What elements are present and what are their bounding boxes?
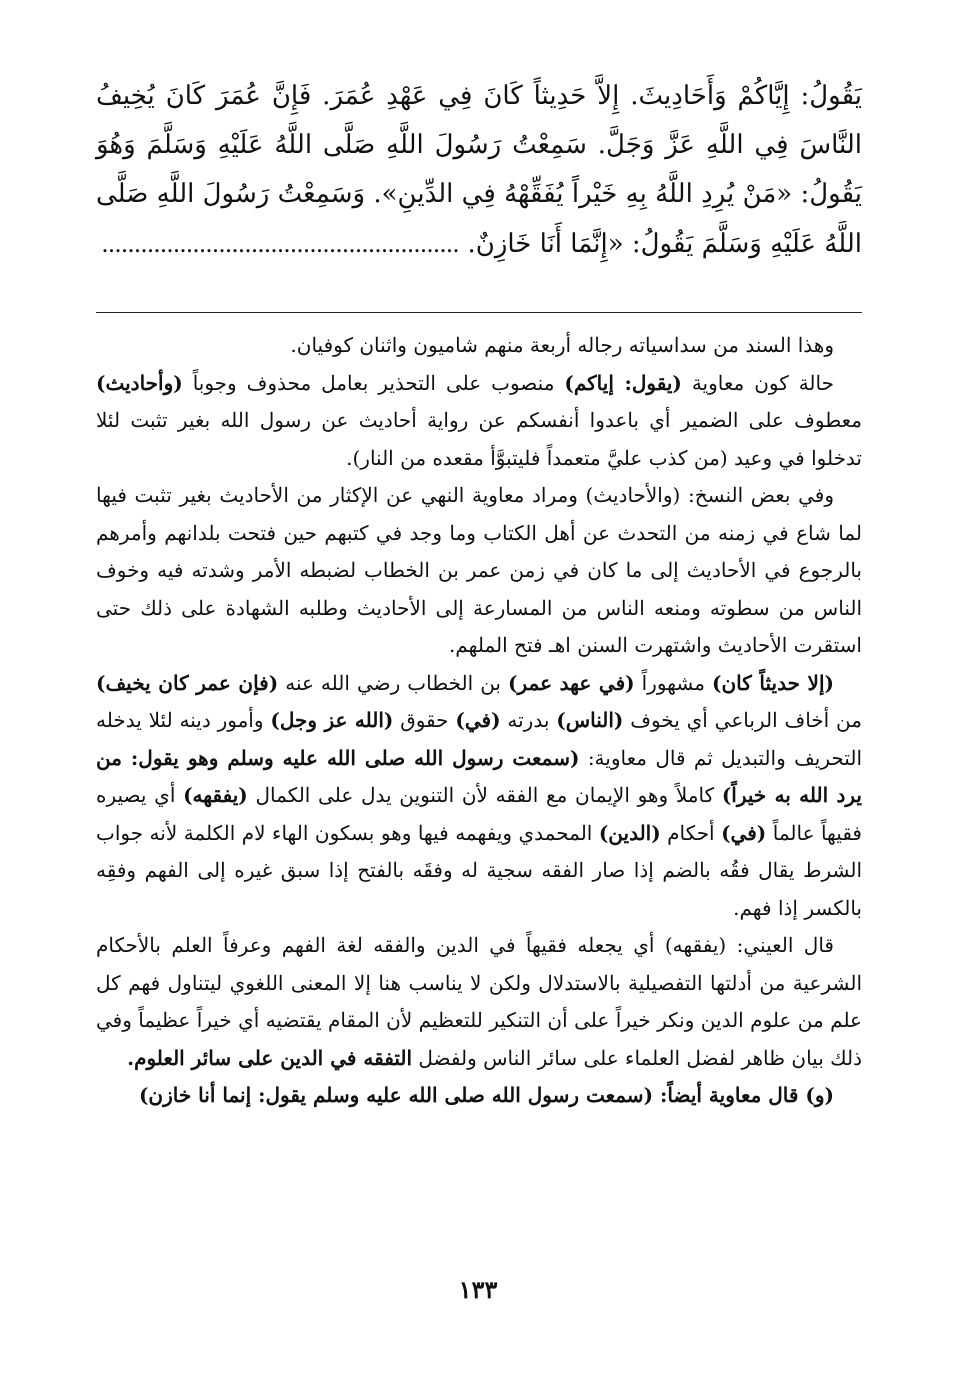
text-run: كاملاً وهو الإيمان مع الفقه لأن التنوين يدل على الكمال <box>247 783 722 807</box>
text-run: بن الخطاب رضي الله عنه <box>278 670 509 695</box>
bold-run: (في) <box>721 820 767 845</box>
separator-line <box>96 312 862 313</box>
text-run: معطوف على الضمير أي باعدوا أنفسكم عن رواية أحاديث عن رسول الله بغير تثبت لئلا تدخلوا في وعيد (من كذب عليَّ متعمداً فليتبوَّأ مقعده من النار). <box>96 408 862 470</box>
text-run: أحكام <box>660 820 722 845</box>
text-run: حالة كون معاوية <box>681 370 834 395</box>
bold-run: التفقه في الدين على سائر العلوم. <box>127 1045 413 1070</box>
text-run: من أخاف الرباعي أي يخوف <box>623 708 862 732</box>
bold-run: (فإن عمر كان يخيف) <box>96 670 279 695</box>
commentary-paragraph-2 <box>96 365 862 478</box>
text-run: المحمدي ويفهمه فيها وهو بسكون الهاء لام الكلمة لأنه جواب الشرط يقال فقُه بالضم إذا صار الفقه سجية له وفقَه بالفتح إذا سبق غيره إلى الفهم وفقِه بالكسر إذا فهم. <box>96 820 862 920</box>
commentary-paragraph-6 <box>96 1077 862 1115</box>
bold-run: (يقول: إياكم) <box>564 370 682 395</box>
bold-run: (يفقهه) <box>183 783 248 807</box>
commentary-paragraph-5 <box>96 927 862 1077</box>
commentary-paragraph-4 <box>96 665 862 928</box>
bold-run: (الله عز وجل) <box>270 708 394 732</box>
text-run: وأمور دينه لئلا يدخله التحريف والتبديل ثم قال معاوية: <box>96 708 862 770</box>
hadith-main-text: يَقُولُ: إِيَّاكُمْ وَأَحَادِيثَ. إِلاَّ حَدِيثاً كَانَ فِي عَهْدِ عُمَرَ. فَإِنَّ عُمَرَ كَانَ يُخِيفُ النَّاسَ فِي اللَّهِ عَزَّ وَجَلَّ. سَمِعْتُ رَسُولَ اللَّهِ صَلَّى اللَّهُ عَلَيْهِ وَسَلَّمَ وَهُوَ يَقُولُ: «مَنْ يُرِدِ اللَّهُ بِهِ خَيْراً يُفَقِّهْهُ فِي الدِّينِ». وَسَمِعْتُ رَسُولَ اللَّهِ صَلَّى اللَّهُ عَلَيْهِ وَسَلَّمَ يَقُولُ: «إِنَّمَا أَنَا خَازِنٌ. <box>96 81 862 259</box>
hadith-text <box>96 72 862 269</box>
bold-run: (و) قال معاوية أيضاً: (سمعت رسول الله صلى الله عليه وسلم يقول: إنما أنا خازن) <box>138 1083 834 1107</box>
text-run: بدرته <box>500 708 557 732</box>
bold-run: (في) <box>455 708 501 732</box>
text-run: حقوق <box>393 708 456 732</box>
bold-run: (الناس) <box>556 708 624 732</box>
commentary <box>96 327 862 1115</box>
text-run: أي يصيره فقيهاً عالماً <box>96 783 862 845</box>
bold-run: (سمعت رسول الله صلى الله عليه وسلم وهو يقول: من يرد الله به خيراً) <box>96 745 862 807</box>
hadith-ellipsis: ....................................................... <box>101 229 460 258</box>
commentary-paragraph-1: وهذا السند من سداسياته رجاله أربعة منهم شاميون واثنان كوفيان. <box>290 333 834 357</box>
bold-run: (الدين) <box>598 820 661 845</box>
bold-run: (وأحاديث) <box>96 370 183 395</box>
page-number: ١٣٣ <box>458 1275 498 1304</box>
text-run: مشهوراً <box>634 670 712 695</box>
bold-run: (إلا حديثاً كان) <box>711 670 834 695</box>
text-run: منصوب على التحذير بعامل محذوف وجوباً <box>182 370 565 395</box>
text-run: قال العيني: (يفقهه) أي يجعله فقيهاً في الدين والفقه لغة الفهم وعرفاً العلم بالأحكام الشرعية من أدلتها التفصيلية بالاستدلال ولكن لا يناسب هنا إلا المعنى اللغوي ليتناول فهم كل علم من علوم الدين ونكر خيراً على أن التنكير للتعظيم لأن المقام يقتضيه أي خيراً عظيماً وفي ذلك بيان ظاهر لفضل العلماء على سائر الناس ولفضل <box>96 933 862 1070</box>
bold-run: (في عهد عمر) <box>508 670 635 695</box>
commentary-paragraph-3: وفي بعض النسخ: (والأحاديث) ومراد معاوية النهي عن الإكثار من الأحاديث بغير تثبت فيها لما شاع في زمنه من التحدث عن أهل الكتاب وما وجد في كتبهم حين فتحت بلدانهم وأمرهم بالرجوع في الأحاديث إلى ما كان في زمن عمر بن الخطاب لضبطه الأمر وشدته فيه وخوف الناس من سطوته ومنعه الناس من المسارعة إلى الأحاديث وطلبه الشهادة على ذلك حتى استقرت الأحاديث واشتهرت السنن اهـ فتح الملهم. <box>96 483 862 657</box>
